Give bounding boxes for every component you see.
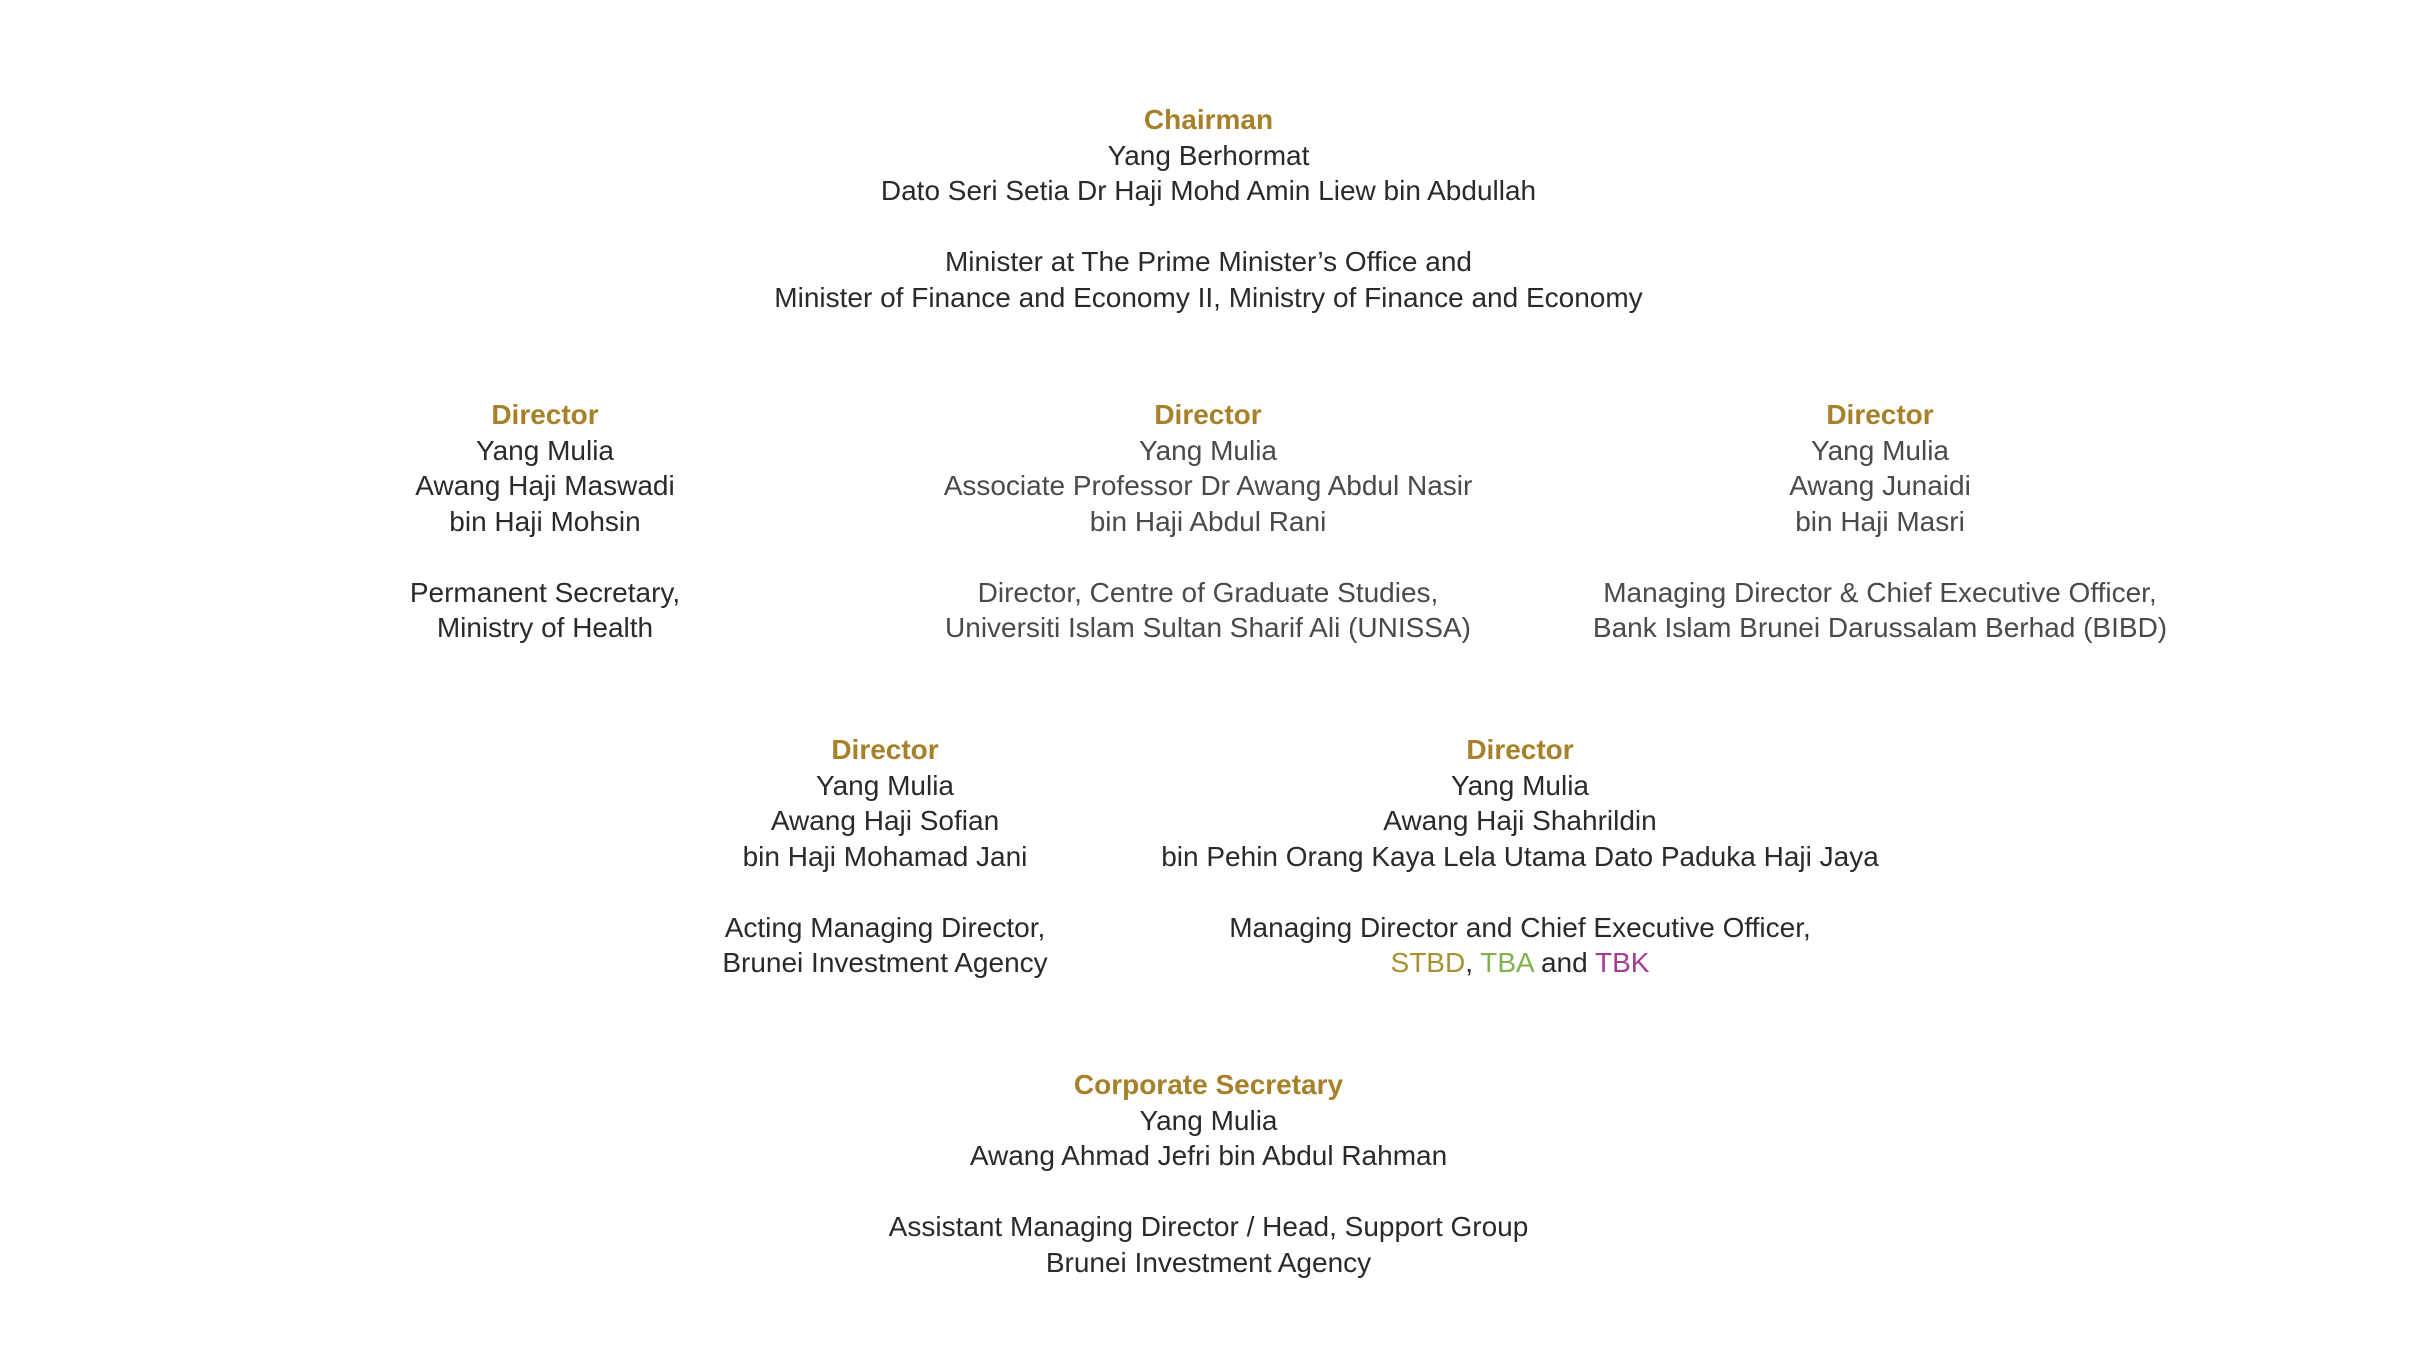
secretary-position-line2: Brunei Investment Agency [1045, 1246, 1372, 1278]
director-honorific: Yang Mulia [815, 769, 954, 801]
director-block-abdul-nasir [908, 397, 1508, 646]
director-honorific: Yang Mulia [1450, 769, 1589, 801]
director-position-line1: Managing Director and Chief Executive Officer, [1229, 911, 1811, 943]
director-name-line2: bin Pehin Orang Kaya Lela Utama Dato Paduka Haji Jaya [1161, 840, 1879, 872]
director-honorific: Yang Mulia [475, 434, 614, 466]
spacer [908, 539, 1508, 575]
director-position-line1: Director, Centre of Graduate Studies, [977, 576, 1439, 608]
chairman-role-heading: Chairman [1143, 104, 1274, 135]
corporate-secretary-block [0, 1067, 2417, 1280]
spacer [1580, 539, 2180, 575]
director-position-line2: Brunei Investment Agency [722, 947, 1048, 978]
company-tbk: TBK [1594, 947, 1650, 978]
chairman-honorific: Yang Berhormat [1107, 139, 1310, 171]
company-separator: and [1533, 947, 1595, 978]
director-position-line2: Ministry of Health [436, 612, 654, 643]
director-block-sofian [685, 732, 1085, 981]
spacer [1130, 874, 1910, 910]
director-name-line1: Awang Haji Shahrildin [1383, 805, 1657, 836]
director-name-line1: Awang Junaidi [1789, 470, 1971, 501]
director-position-line2 [1130, 945, 1910, 981]
director-position-line1: Managing Director & Chief Executive Officer, [1603, 576, 2157, 608]
director-block-shahrildin [1130, 732, 1910, 981]
director-role-heading: Director [491, 399, 599, 430]
spacer [0, 1174, 2417, 1210]
director-name-line1: Associate Professor Dr Awang Abdul Nasir [943, 470, 1473, 501]
director-position-line2: Bank Islam Brunei Darussalam Berhad (BIBD) [1592, 612, 2168, 643]
secretary-name: Awang Ahmad Jefri bin Abdul Rahman [969, 1140, 1448, 1171]
director-position-line2: Universiti Islam Sultan Sharif Ali (UNISSA) [945, 612, 1471, 643]
director-name-line2: bin Haji Abdul Rani [1089, 505, 1327, 537]
chairman-name: Dato Seri Setia Dr Haji Mohd Amin Liew bin Abdullah [880, 175, 1537, 206]
spacer [685, 874, 1085, 910]
director-name-line1: Awang Haji Maswadi [415, 470, 675, 501]
chairman-block [0, 102, 2417, 315]
chairman-position-line1: Minister at The Prime Minister’s Office and [944, 246, 1472, 277]
director-block-maswadi [345, 397, 745, 646]
secretary-role-heading: Corporate Secretary [1073, 1069, 1344, 1100]
director-role-heading: Director [1826, 399, 1934, 430]
secretary-honorific: Yang Mulia [1139, 1104, 1278, 1136]
director-name-line2: bin Haji Masri [1795, 505, 1965, 537]
spacer [345, 539, 745, 575]
director-role-heading: Director [1154, 399, 1262, 430]
company-separator: , [1465, 947, 1481, 978]
chairman-position-line2: Minister of Finance and Economy II, Ministry of Finance and Economy [774, 281, 1643, 313]
company-tba: TBA [1480, 947, 1534, 978]
director-position-line1: Acting Managing Director, [724, 911, 1046, 943]
director-honorific: Yang Mulia [1138, 434, 1277, 466]
director-name-line1: Awang Haji Sofian [770, 805, 1000, 836]
director-block-junaidi [1580, 397, 2180, 646]
director-name-line2: bin Haji Mohsin [449, 505, 641, 537]
director-position-line1: Permanent Secretary, [409, 576, 681, 608]
director-role-heading: Director [1466, 734, 1574, 765]
director-role-heading: Director [831, 734, 939, 765]
secretary-position-line1: Assistant Managing Director / Head, Support Group [888, 1211, 1529, 1242]
company-stbd: STBD [1390, 947, 1466, 978]
director-name-line2: bin Haji Mohamad Jani [742, 840, 1028, 872]
spacer [0, 209, 2417, 245]
director-honorific: Yang Mulia [1810, 434, 1949, 466]
